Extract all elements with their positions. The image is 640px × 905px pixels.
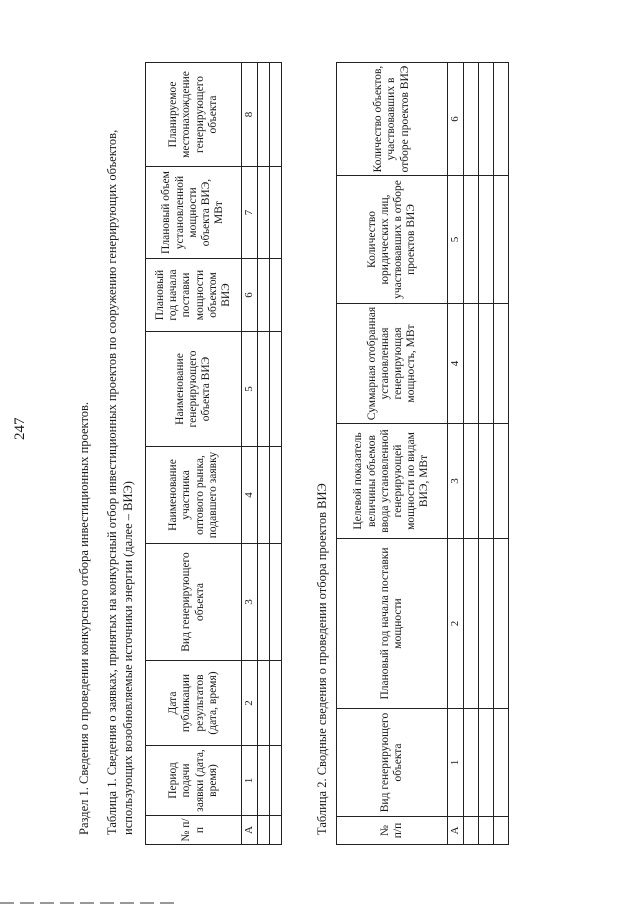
table2-caption: Таблица 2. Сводные сведения о проведении отбора проектов ВИЭ	[315, 483, 329, 835]
table1-number-cell: 2	[242, 661, 258, 746]
table1-empty-row	[257, 63, 269, 845]
table1-header-cell: Дата публикации результатов (дата, время)	[146, 661, 242, 746]
table2-number-cell: 3	[448, 424, 464, 539]
table1-header-cell: Плановый объем установленной мощности объекта ВИЭ, МВт	[146, 167, 242, 259]
table1-number-cell: 7	[242, 167, 258, 259]
table1-header-cell: Планируемое местонахождение генерирующего объекта	[146, 63, 242, 167]
table2-header-cell: Вид генерирующего объекта	[337, 709, 448, 817]
table1-number-cell: 3	[242, 544, 258, 661]
table2-header-cell: № п/п	[337, 817, 448, 845]
table1-number-cell: 5	[242, 332, 258, 447]
table2-header-cell: Плановый год начала поставки мощности	[337, 539, 448, 709]
table1-header-row	[146, 63, 242, 845]
table2-header-row	[337, 63, 448, 845]
table1	[145, 62, 282, 845]
table2-number-row	[448, 63, 464, 845]
table2-empty-row	[463, 63, 478, 845]
page-number: 247	[12, 417, 28, 440]
table2-header-cell: Целевой показатель величины объемов ввода установленной генерирующей мощности по видам ВИЭ, МВт	[337, 424, 448, 539]
table1-caption-line1: Таблица 1. Сведения о заявках, принятых на конкурсный отбор инвестиционных проектов по сооружению генерирующих объектов,	[105, 129, 119, 835]
table1-header-cell: № п/п	[146, 816, 242, 845]
table2-header-cell: Количество объектов, участвовавших в отборе проектов ВИЭ	[337, 63, 448, 176]
table2-number-cell: 5	[448, 176, 464, 304]
table2	[336, 62, 509, 845]
table1-header-cell: Наименование генерирующего объекта ВИЭ	[146, 332, 242, 447]
table1-number-row	[242, 63, 258, 845]
table1-number-cell: 8	[242, 63, 258, 167]
table2-empty-row	[478, 63, 493, 845]
table1-header-cell: Наименование участника оптового рынка, подавшего заявку	[146, 447, 242, 544]
table2-empty-row	[493, 63, 508, 845]
table1-caption-line2: использующих возобновляемые источники энергии (далее – ВИЭ)	[121, 481, 135, 835]
table1-header-cell: Период подачи заявки (дата, время)	[146, 746, 242, 816]
table2-number-cell: А	[448, 817, 464, 845]
table2-number-cell: 4	[448, 304, 464, 424]
table1-number-cell: 6	[242, 259, 258, 332]
table2-number-cell: 6	[448, 63, 464, 176]
table2-header-cell: Количество юридических лиц, участвовавших в отборе проектов ВИЭ	[337, 176, 448, 304]
table2-number-cell: 2	[448, 539, 464, 709]
table2-header-cell: Суммарная отобранная установленная генерирующая мощность, МВт	[337, 304, 448, 424]
table1-header-cell: Плановый год начала поставки мощности объектом ВИЭ	[146, 259, 242, 332]
table2-number-cell: 1	[448, 709, 464, 817]
table1-header-cell: Вид генерирующего объекта	[146, 544, 242, 661]
table1-empty-row	[269, 63, 281, 845]
table1-number-cell: 1	[242, 746, 258, 816]
table1-number-cell: 4	[242, 447, 258, 544]
section-title: Раздел 1. Сведения о проведении конкурсного отбора инвестиционных проектов.	[77, 401, 91, 835]
scan-edge-line	[0, 902, 180, 904]
table1-number-cell: А	[242, 816, 258, 845]
